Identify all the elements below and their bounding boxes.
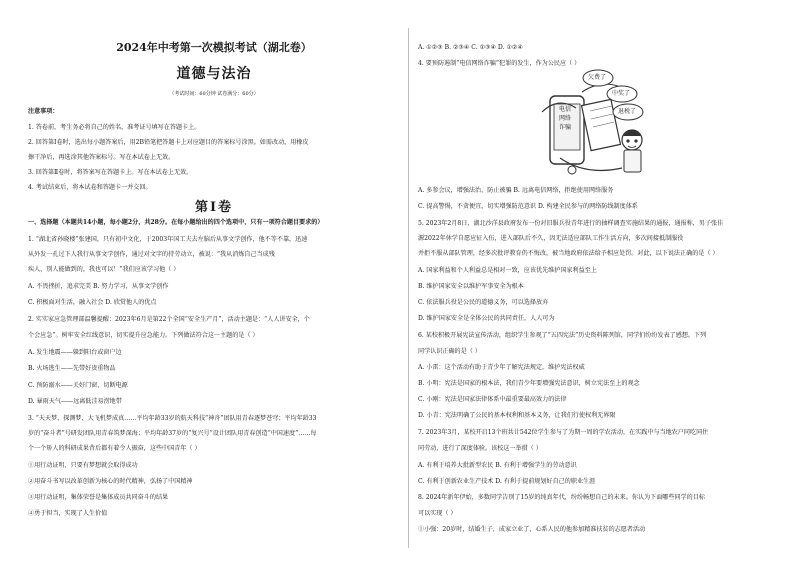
bubble-text: 中奖了 (612, 90, 631, 97)
question-line: 4. 要预防遏制“电信网络诈骗”犯罪的发生，作为公民应（ ） (418, 60, 581, 67)
question-line: 个会应急”。树牢安全红线意识，切实提升应急能力。下列做法符合这一主题的是（ ） (28, 332, 259, 339)
answer-option: C. 有利于创新农业生产技术 D. 有利于提前规划好自己的职业生涯 (418, 478, 596, 485)
question-line: 3. “天天梦、探测梦、大飞机梦成真……平均年龄33岁的航天科技“神舟”团队用青春逐梦苍穹；平均年龄33 (28, 415, 317, 422)
statement-item: ④勇于担当，实现了人生价值 (28, 510, 108, 517)
question-line: 6. 某校积极开展宪法宣传活动，组织学生参观了“五四宪法”历史资料陈列馆，同学们纷纷发表了感想。下列 (418, 332, 707, 339)
answer-option: B. 火场逃生——先带好贵重物品 (28, 365, 116, 372)
question-line: 同学认识正确的是（ ） (418, 348, 481, 355)
question-line: 源2022年休学自愿应征入伍，进入部队后不久，因无法适应部队工作生活方向，多次间接抵制服役 (418, 235, 684, 242)
answer-option: D. 暴雨天气——远离低洼易涝地带 (28, 398, 122, 405)
notice-heading: 注意事项： (28, 108, 59, 115)
answer-option: A. 发生地震——躲到阳台或窗户边 (28, 349, 122, 356)
answer-option: C. 提高警惕，不贪便宜，切实增强防范意识 D. 构建全民参与的网络防线制度体系 (418, 203, 638, 210)
statement-item: ②用奋斗书写以改革创新为核心的时代精神，弘扬了中国精神 (28, 478, 193, 485)
bubble-text: 欠费了 (588, 74, 607, 81)
exam-title: 2024年中考第一次模拟考试（湖北卷） (116, 41, 312, 54)
answer-options: A. ①②③ B. ②③④ C. ①③④ D. ①②④ (418, 44, 523, 51)
answer-option: D. 维护国家安全是全体公民的共同责任，人人可为 (418, 315, 555, 322)
section-title: 第Ⅰ卷 (194, 200, 234, 215)
question-line: 疾人，别人能做到的，我也可以！”我们应该学习他（ ） (28, 266, 180, 273)
question-line: 可以实现（ ） (418, 510, 457, 517)
subject-title: 道德与法治 (176, 66, 252, 82)
exam-meta: （考试时间：60分钟 试卷满分：60分） (169, 91, 259, 97)
answer-option: A. 不畏挫折，追求完美 B. 努力学习，从事文学创作 (28, 283, 169, 290)
statement-item: ①小强：20岁时，结婚生子，成家立业了，心系人民的他参加精准扶贫的志愿者活动 (418, 526, 646, 533)
notice-item: 3. 回答第Ⅱ卷时，将答案写在答题卡上。写在本试卷上无效。 (28, 169, 193, 176)
notice-item: 2. 回答第Ⅰ卷时，选出每小题答案后，用2B铅笔把答题卡上对应题目的答案标号涂黑。如需改动，用橡皮 (28, 139, 309, 146)
statement-item: ③用行动证明，集体荣誉是集体成员共同奋斗的结果 (28, 494, 169, 501)
column-divider (408, 28, 409, 548)
section-instruction: 一、选择题（本题共14小题，每小题2分，共28分。在每小题给出的四个选项中，只有一项符合题目要求的） (28, 219, 324, 226)
answer-option: A. 多参会议，增强法治，防止被骗 B. 远离电信网络，拒绝使用网络服务 (418, 187, 614, 194)
notice-item: 擦干净后，再选涂其他答案标号。写在本试卷上无效。 (28, 154, 175, 161)
notice-item: 4. 考试结束后，将本试卷和答题卡一并交回。 (28, 184, 152, 191)
answer-option: B. 小明：宪法是国家的根本法，我们青少年要增强宪法意识，树立宪法至上的观念 (418, 380, 640, 387)
question-line: 8. 2024年新年伊始，多数同学告别了15岁的纯真年代，纷纷畅想自己的未来。你认为下面哪些同学的目标 (418, 494, 705, 501)
answer-option: C. 依法服兵役是公民的道德义务，可以选择放弃 (418, 299, 549, 306)
question-line: 1. “湖北省孙晓楼”张建国，只有初中文化，于2003年国工夫去左脑后从事文学创作，他不等不靠，迅速 (28, 236, 308, 243)
answer-option: A. 国家利益和个人利益总是相对一致，应该优先维护国家利益至上 (418, 267, 597, 274)
answer-option: D. 小青：宪法明确了公民的基本权利和基本义务，让我们行使权利无界限 (418, 412, 616, 419)
question-line: 并拒不服从部队管理，经多次批评教育仍不悔改，被当地政府依法给予相应处罚。对此，以下说法正确的是（ ） (418, 250, 719, 257)
telecom-fraud-illustration (536, 66, 654, 180)
question-line: 同劳动，进行了深度体验。该校这一举措（ ） (418, 445, 542, 452)
question-line: 2. 实实家应急管理部温馨提醒：2023年6月是第22个全国“安全生产月”，活动主题是：“人人讲安全，个 (28, 316, 310, 323)
statement-item: ①用行动证明，只要有梦想就会取得成功 (28, 462, 138, 469)
answer-option: C. 预防溺水——关好门窗，切断电源 (28, 382, 128, 389)
question-line: 5. 2023年2月8日，湖北沙洋县政府发布一份对旧服兵役青年进行的抽样调查实施结果的通报，通报称，男子张佳 (418, 220, 724, 227)
answer-option: C. 积极面对生活，融入社会 D. 欣赏他人的优点 (28, 299, 157, 306)
question-line: 7. 2023年3月，某校开启13个班共计542位学生参与了为期一周的学农活动，在实践中与当地农户同吃同住 (418, 429, 709, 436)
phone-sign-text: 电信 (559, 106, 572, 113)
answer-option: A. 有利于培养大批新型农民 B. 有利于增强学生的劳动意识 (418, 462, 577, 469)
answer-option: C. 小刚：宪法是国家法律体系中最重要最高效力的法律 (418, 396, 567, 403)
bubble-text: 退税了 (618, 108, 637, 115)
phone-sign-text: 网络 (559, 115, 572, 122)
question-line: 岁的“奋斗者”号研发团队用青春筑梦深海；平均年龄37岁的“复兴号”设计团队用青春创造“中国速度”……每 (28, 430, 317, 437)
telecom-fraud-drawing (536, 66, 654, 180)
notice-item: 1. 答卷前，考生务必将自己的姓名、准考证号填写在答题卡上。 (28, 124, 201, 131)
answer-option: A. 小雷：这个活动有助于青少年了解宪法规定，维护宪法权威 (418, 364, 585, 371)
question-line: 从外发一孔过下人我行从事文学创作，通过对文字的持劳动立，被说：“我从消炼自己当成残 (28, 251, 275, 258)
answer-option: B. 维护国家安全以维护军事安全为根本 (418, 283, 524, 290)
phone-sign-text: 诈骗 (559, 124, 572, 131)
question-line: 个一个矫人的科研成果背后都有着令人振奋，这些中国青年（ ） (28, 445, 201, 452)
